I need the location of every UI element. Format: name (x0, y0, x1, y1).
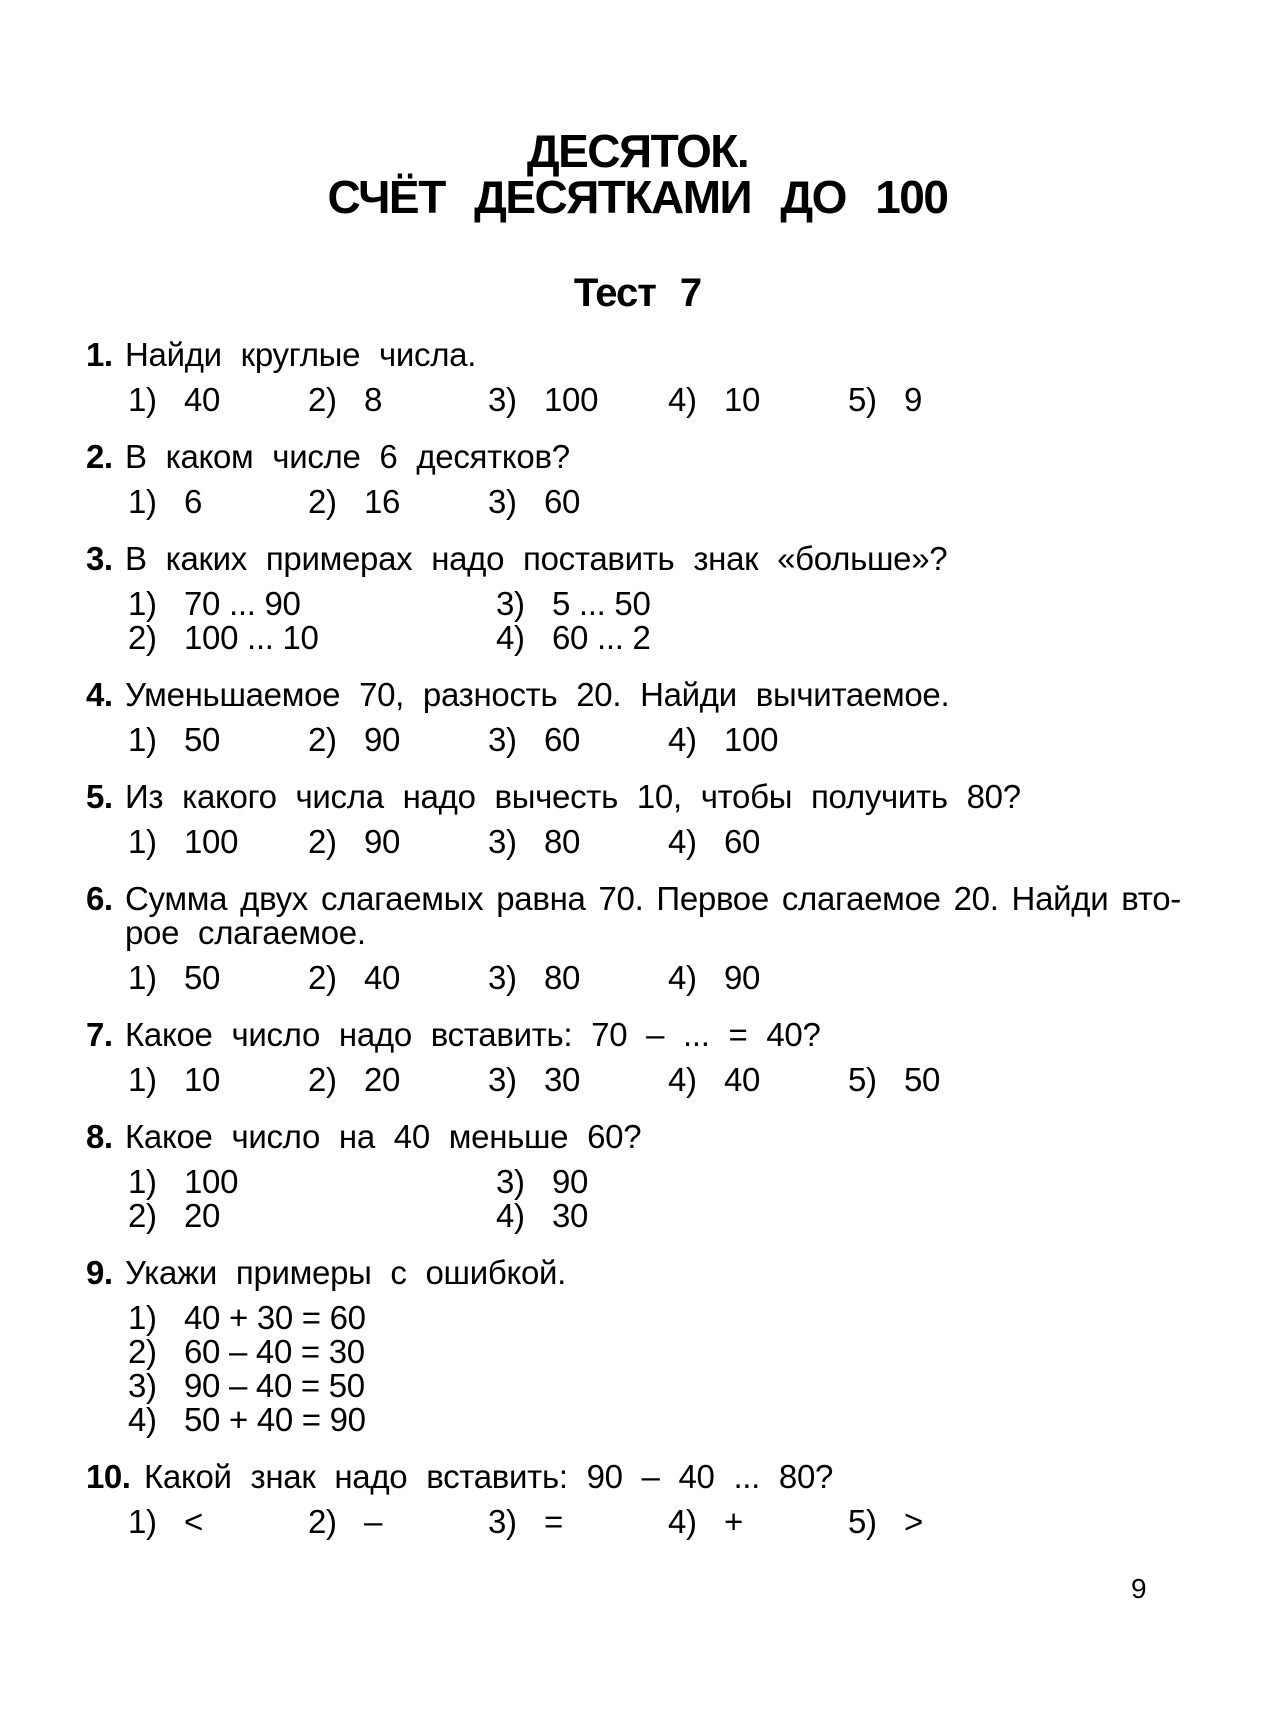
question-1-options (80, 383, 1195, 417)
option-value: + (724, 1503, 743, 1540)
question-2-options (80, 485, 1195, 519)
question-10-options (80, 1505, 1195, 1539)
option-value: > (904, 1503, 923, 1540)
option-label: 4) (668, 1061, 697, 1098)
question-number: 7. (86, 1016, 113, 1053)
option (668, 961, 848, 995)
option-label: 2) (308, 1503, 337, 1540)
questions-list (80, 338, 1195, 1539)
option-label: 1) (128, 823, 157, 860)
question-6 (80, 882, 1195, 995)
option-label: 3) (488, 381, 517, 418)
option-value: < (184, 1503, 203, 1540)
option-value: 30 (552, 1197, 589, 1234)
option-value: 50 + 40 = 90 (184, 1401, 366, 1438)
option-label: 4) (668, 721, 697, 758)
option-label: 3) (496, 585, 525, 622)
option-label: 1) (128, 959, 157, 996)
option-label: 3) (488, 823, 517, 860)
option-value: 100 (724, 721, 779, 758)
option-value: 10 (724, 381, 761, 418)
option-label: 3) (496, 1163, 525, 1200)
question-number: 1. (86, 336, 113, 373)
option-value: 20 (364, 1061, 401, 1098)
option-label: 2) (308, 959, 337, 996)
option-value: 50 (904, 1061, 941, 1098)
option (496, 1199, 676, 1233)
option (128, 1369, 1195, 1403)
test-number-heading: Тест 7 (573, 271, 702, 315)
option (308, 723, 488, 757)
option-label: 1) (128, 721, 157, 758)
question-7-options (80, 1063, 1195, 1097)
option-label: 4) (668, 381, 697, 418)
option (128, 1063, 308, 1097)
option-label: 3) (488, 1503, 517, 1540)
question-text: Какое число на 40 меньше 60? (125, 1118, 642, 1155)
option (488, 723, 668, 757)
option (128, 1403, 1195, 1437)
option-value: 10 (184, 1061, 221, 1098)
question-8 (80, 1120, 1195, 1233)
question-9 (80, 1256, 1195, 1437)
option-value: 90 – 40 = 50 (184, 1367, 365, 1404)
question-10 (80, 1460, 1195, 1539)
option-value: 90 (724, 959, 761, 996)
option (488, 1063, 668, 1097)
option (668, 723, 848, 757)
option-label: 2) (308, 483, 337, 520)
question-number: 2. (86, 438, 113, 475)
option-label: 2) (128, 1333, 157, 1370)
option-label: 3) (488, 721, 517, 758)
option-value: 90 (552, 1163, 589, 1200)
option-label: 5) (848, 1503, 877, 1540)
option-label: 1) (128, 381, 157, 418)
question-3-options (80, 587, 1195, 655)
question-number: 10. (86, 1458, 131, 1495)
option-label: 4) (668, 1503, 697, 1540)
option-value: 16 (364, 483, 401, 520)
option-value: 30 (544, 1061, 581, 1098)
question-text: Найди круглые числа. (125, 336, 477, 373)
option-label: 2) (308, 823, 337, 860)
option (128, 1301, 1195, 1335)
option-label: 1) (128, 1503, 157, 1540)
question-7 (80, 1018, 1195, 1097)
question-1 (80, 338, 1195, 417)
option-value: 80 (544, 823, 581, 860)
question-text: Какой знак надо вставить: 90 – 40 ... 80? (144, 1458, 834, 1495)
option-value: 80 (544, 959, 581, 996)
option-value: 5 ... 50 (552, 585, 651, 622)
option (308, 383, 488, 417)
option (128, 723, 308, 757)
option-label: 2) (128, 619, 157, 656)
option (308, 1063, 488, 1097)
option-label: 4) (668, 959, 697, 996)
option-label: 5) (848, 381, 877, 418)
section-title-line1: ДЕСЯТОК. (526, 125, 749, 177)
option-value: 8 (364, 381, 383, 418)
option (128, 825, 308, 859)
option-value: – (364, 1503, 383, 1540)
question-number: 9. (86, 1254, 113, 1291)
option-label: 4) (668, 823, 697, 860)
option-label: 3) (488, 483, 517, 520)
question-text: Укажи примеры с ошибкой. (125, 1254, 567, 1291)
option-value: 100 ... 10 (184, 619, 319, 656)
question-5-options (80, 825, 1195, 859)
option-value: 90 (364, 823, 401, 860)
option (128, 1505, 308, 1539)
option (488, 1505, 668, 1539)
option (128, 1199, 308, 1233)
option-value: 70 ... 90 (184, 585, 301, 622)
option (848, 1505, 1028, 1539)
option (308, 825, 488, 859)
question-text: В каком числе 6 десятков? (125, 438, 570, 475)
option (668, 383, 848, 417)
question-3 (80, 542, 1195, 655)
option (128, 961, 308, 995)
option (128, 619, 319, 656)
question-number: 3. (86, 540, 113, 577)
option (308, 485, 488, 519)
option-label: 1) (128, 1163, 157, 1200)
option (496, 587, 676, 621)
option-value: 60 (544, 483, 581, 520)
option-label: 2) (308, 1061, 337, 1098)
question-2 (80, 440, 1195, 519)
option (308, 1505, 488, 1539)
option-label: 5) (848, 1061, 877, 1098)
option-label: 3) (488, 1061, 517, 1098)
option (848, 1063, 1028, 1097)
option (128, 383, 308, 417)
option-label: 1) (128, 585, 157, 622)
option-value: 50 (184, 959, 221, 996)
option-value: 40 (184, 381, 221, 418)
question-text: Уменьшаемое 70, разность 20. Найди вычитаемое. (125, 676, 950, 713)
option (496, 1165, 676, 1199)
option (668, 1505, 848, 1539)
option-label: 1) (128, 1061, 157, 1098)
option-value: = (544, 1503, 563, 1540)
option (488, 485, 668, 519)
question-text-line1: Сумма двух слагаемых равна 70. Первое слагаемое 20. Найди вто- (125, 880, 1181, 917)
question-8-options (80, 1165, 1195, 1233)
option-value: 60 – 40 = 30 (184, 1333, 365, 1370)
option (308, 961, 488, 995)
option-value: 20 (184, 1197, 221, 1234)
option-label: 1) (128, 1299, 157, 1336)
option (488, 383, 668, 417)
question-text-line2: рое слагаемое. (125, 914, 366, 951)
question-5 (80, 780, 1195, 859)
option-label: 3) (488, 959, 517, 996)
option (488, 961, 668, 995)
option-value: 9 (904, 381, 923, 418)
question-number: 5. (86, 778, 113, 815)
option-value: 40 + 30 = 60 (184, 1299, 366, 1336)
option (496, 621, 676, 655)
option-value: 90 (364, 721, 401, 758)
option-value: 6 (184, 483, 203, 520)
question-text (125, 882, 1181, 950)
question-text: В каких примерах надо поставить знак «больше»? (125, 540, 948, 577)
option-label: 4) (496, 619, 525, 656)
option-label: 2) (308, 381, 337, 418)
option-value: 60 ... 2 (552, 619, 651, 656)
option-value: 100 (184, 823, 239, 860)
question-4 (80, 678, 1195, 757)
option (488, 825, 668, 859)
option (848, 383, 1028, 417)
option-label: 3) (128, 1367, 157, 1404)
option-value: 100 (184, 1163, 239, 1200)
option (128, 485, 308, 519)
question-4-options (80, 723, 1195, 757)
option-value: 100 (544, 381, 599, 418)
section-title (80, 125, 1195, 223)
question-number: 8. (86, 1118, 113, 1155)
option-value: 40 (364, 959, 401, 996)
question-9-options (80, 1301, 1195, 1437)
option-value: 60 (724, 823, 761, 860)
option-value: 50 (184, 721, 221, 758)
option (668, 1063, 848, 1097)
question-6-options (80, 961, 1195, 995)
section-title-line2: СЧЁТ ДЕСЯТКАМИ ДО 100 (327, 171, 948, 223)
option-label: 2) (308, 721, 337, 758)
option-value: 40 (724, 1061, 761, 1098)
question-number: 4. (86, 676, 113, 713)
option-label: 1) (128, 483, 157, 520)
question-text: Какое число надо вставить: 70 – ... = 40? (125, 1016, 821, 1053)
option (128, 587, 308, 621)
option-label: 2) (128, 1197, 157, 1234)
page-number: 9 (1131, 1573, 1147, 1604)
option-label: 4) (128, 1401, 157, 1438)
option (668, 825, 848, 859)
option (128, 1335, 1195, 1369)
question-text: Из какого числа надо вычесть 10, чтобы получить 80? (125, 778, 1021, 815)
option-label: 4) (496, 1197, 525, 1234)
option (128, 1165, 308, 1199)
option-value: 60 (544, 721, 581, 758)
question-number: 6. (86, 880, 113, 917)
